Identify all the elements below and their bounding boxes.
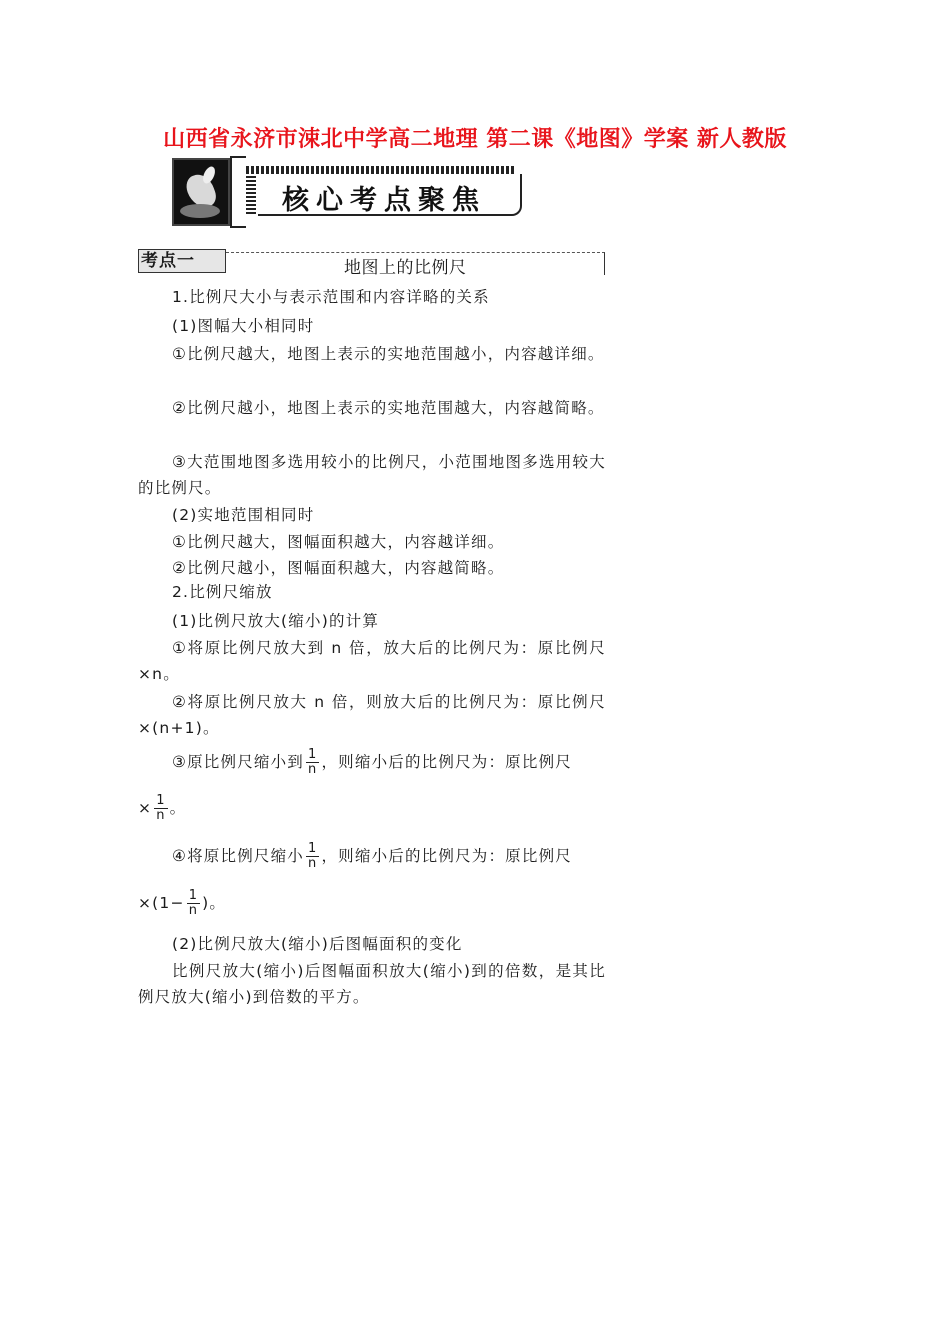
- paragraph-9-text-d: )。: [202, 894, 227, 912]
- paragraph-4: ①比例尺越大，图幅面积越大，内容越详细。: [172, 533, 505, 551]
- banner-stripe-vertical: [246, 174, 256, 214]
- fraction-1-over-n: $\frac{1}{n}$: [308, 747, 318, 777]
- paragraph-8-continued: [138, 794, 606, 823]
- paragraph-9-continued: [138, 889, 606, 918]
- paragraph-7: ②将原比例尺放大 n 倍，则放大后的比例尺为：原比例尺×(n+1)。: [138, 693, 606, 737]
- fraction-1-over-n: $\frac{1}{n}$: [188, 888, 199, 918]
- section-label: 考点一: [138, 249, 226, 273]
- banner-photo: [172, 158, 230, 226]
- banner-bracket: [230, 156, 246, 228]
- document-title: 山西省永济市涑北中学高二地理 第二课《地图》学案 新人教版: [163, 126, 787, 152]
- paragraph-9-text-b: ，则缩小后的比例尺为：原比例尺: [321, 847, 572, 865]
- paragraph-9-text-c: ×(1−: [138, 894, 185, 912]
- section-name: 地图上的比例尺: [344, 258, 467, 278]
- paragraph-1: ①比例尺越大，地图上表示的实地范围越小，内容越详细。: [172, 345, 605, 363]
- subheading-2-1: (1)比例尺放大(缩小)的计算: [172, 612, 380, 630]
- section-banner: [172, 156, 524, 226]
- heading-1: 1.比例尺大小与表示范围和内容详略的关系: [172, 288, 490, 306]
- fraction-1-over-n: $\frac{1}{n}$: [156, 793, 166, 823]
- banner-heading: 核心考点聚焦: [282, 185, 486, 216]
- heading-2: 2.比例尺缩放: [172, 583, 273, 601]
- paragraph-9-text-a: ④将原比例尺缩小: [172, 847, 304, 865]
- paragraph-8-text-c: ×: [138, 799, 153, 817]
- paragraph-6: ①将原比例尺放大到 n 倍，放大后的比例尺为：原比例尺×n。: [138, 639, 606, 683]
- section-header: [138, 246, 605, 278]
- paragraph-8-text-d: 。: [169, 799, 187, 817]
- fraction-1-over-n: $\frac{1}{n}$: [308, 841, 318, 871]
- paragraph-8-text-b: ，则缩小后的比例尺为：原比例尺: [321, 753, 572, 771]
- paragraph-5: ②比例尺越小，图幅面积越大，内容越简略。: [172, 559, 505, 577]
- banner-stripe: [246, 166, 516, 174]
- subheading-1-1: (1)图幅大小相同时: [172, 317, 315, 335]
- subheading-1-2: (2)实地范围相同时: [172, 506, 315, 524]
- paragraph-2: ②比例尺越小，地图上表示的实地范围越大，内容越简略。: [172, 399, 605, 417]
- paragraph-8-text-a: ③原比例尺缩小到: [172, 753, 304, 771]
- subheading-2-2: (2)比例尺放大(缩小)后图幅面积的变化: [172, 935, 463, 953]
- paragraph-10: 比例尺放大(缩小)后图幅面积放大(缩小)到的倍数，是其比例尺放大(缩小)到倍数的平方。: [138, 962, 606, 1006]
- paragraph-9: [138, 842, 606, 871]
- paragraph-8: [138, 748, 606, 777]
- paragraph-3: ③大范围地图多选用较小的比例尺，小范围地图多选用较大的比例尺。: [138, 453, 606, 497]
